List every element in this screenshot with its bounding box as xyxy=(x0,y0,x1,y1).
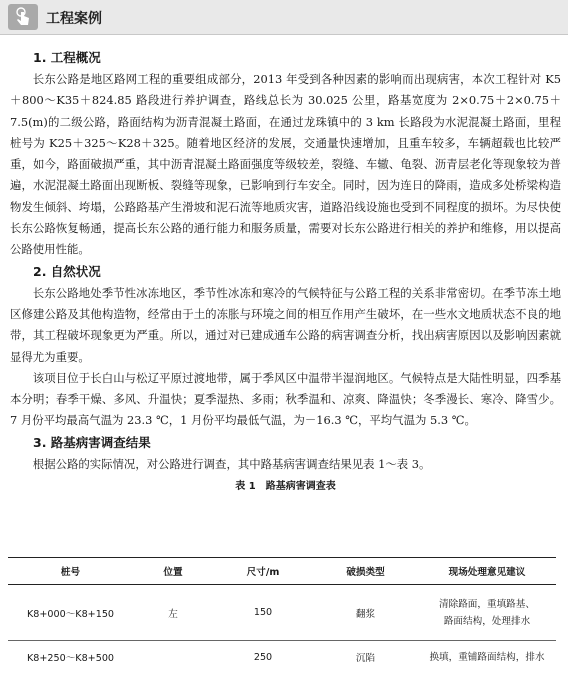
column-header: 尺寸/m xyxy=(246,567,280,578)
subgrade-defect-table xyxy=(8,557,556,674)
table-header-row xyxy=(8,558,556,585)
paragraph: 长东公路是地区路网工程的重要组成部分，2013 年受到各种因素的影响而出现病害，本次工程针对 K5＋800～K35＋824.85 路段进行养护调查，路线总长为 30.025 公里，路基宽度为 2×0.75＋2×0.75＋7.5(m)的二级公路，路面结构为沥青混凝土路面，在通过龙珠镇中的 3 km 长路段为水泥混凝土路面，里程桩号为 K25＋325～K28＋325。随着地区经济的发展，交通量快速增加，且重车较多，车辆超载也比较严重，如今，路面破损严重，其中沥青混凝土路面强度等级较差，裂缝、车辙、龟裂、沥青层老化等现象较为普遍，水泥混凝土路面出现断板、裂缝等现象，已影响到行车安全。同时，因为连日的降雨，造成多处桥梁构造物发生倾斜、垮塌，公路路基产生滑坡和泥石流等地质灾害，道路沿线设施也受到不同程度的损坏。为尽快使长东公路恢复畅通，提高长东公路的通行能力和服务质量，需要对长东公路进行相关的养护和维修，用以提高公路使用性能。 xyxy=(10,72,561,257)
table-row xyxy=(8,585,556,641)
page-title: 工程案例 xyxy=(46,11,102,27)
column-header: 位置 xyxy=(163,567,183,578)
table-cell: 150 xyxy=(253,607,273,618)
table-cell xyxy=(418,641,556,674)
page-header xyxy=(0,0,568,35)
table-row xyxy=(8,641,556,674)
section-heading: 1. 工程概况 xyxy=(33,50,101,65)
paragraph: 该项目位于长白山与松辽平原过渡地带，属于季风区中温带半湿润地区。气候特点是大陆性明显，四季基本分明；春季干燥、多风、升温快；夏季湿热、多雨；秋季温和、凉爽、降温快；冬季漫长、寒冷、降雪少。7 月份平均最高气温为 23.3 ℃，1 月份平均最低气温，为－16.3 ℃，平均气温为 5.3 ℃。 xyxy=(10,370,561,428)
hand-touch-icon xyxy=(8,4,38,30)
article-body xyxy=(10,47,561,495)
column-header: 破损类型 xyxy=(346,567,385,578)
table-caption: 表 1 路基病害调查表 xyxy=(235,481,336,493)
section-heading: 3. 路基病害调查结果 xyxy=(33,434,151,450)
table-cell: K8+250～K8+500 xyxy=(26,653,115,665)
column-header: 桩号 xyxy=(60,567,81,578)
column-header: 现场处理意见建议 xyxy=(448,567,526,578)
table-cell: 250 xyxy=(253,651,273,663)
cell-line: 换填，重铺路面结构，排水 xyxy=(429,651,545,663)
table-cell xyxy=(133,641,213,674)
cell-line: 清除路面，重填路基、 xyxy=(439,598,535,610)
table-cell xyxy=(418,585,556,641)
paragraph: 根据公路的实际情况，对公路进行调查，其中路基病害调查结果见表 1～表 3。 xyxy=(32,456,431,471)
cell-line: 路面结构，处理排水 xyxy=(443,615,531,627)
table-cell: 翻浆 xyxy=(355,608,376,620)
section-heading: 2. 自然状况 xyxy=(33,263,101,279)
table-cell: K8+000～K8+150 xyxy=(26,608,115,620)
table-cell: 沉陷 xyxy=(355,653,376,665)
table-cell: 左 xyxy=(168,608,178,620)
paragraph: 长东公路地处季节性冰冻地区，季节性冰冻和寒冷的气候特征与公路工程的关系非常密切。在季节冻土地区修建公路及其他构造物，经常由于土的冻胀与环境之间的相互作用产生破坏，在一些水文地质状态不良的地带，其工程破坏现象更为严重。所以，通过对已建成通车公路的病害调查分析，找出病害原因以及影响因素就显得尤为重要。 xyxy=(10,285,561,364)
